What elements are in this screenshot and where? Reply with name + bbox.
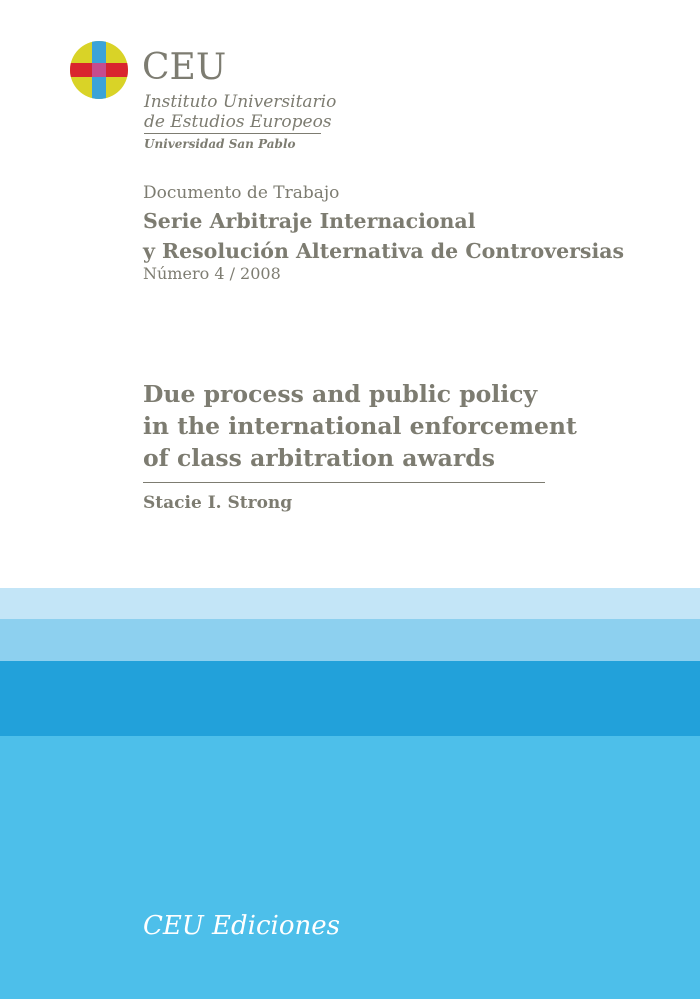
institute-line: de Estudios Europeos [144, 112, 332, 132]
color-band [0, 619, 700, 661]
university-name: Universidad San Pablo [144, 137, 296, 151]
series-title-line: Serie Arbitraje Internacional [143, 209, 476, 233]
ceu-cross-emblem-icon [70, 41, 128, 99]
author-name: Stacie I. Strong [143, 493, 293, 513]
series-number: Número 4 / 2008 [143, 264, 281, 283]
document-title-line: in the international enforcement [143, 412, 577, 440]
document-title-line: of class arbitration awards [143, 444, 495, 472]
color-band [0, 661, 700, 736]
color-band [0, 736, 700, 999]
document-title [143, 378, 577, 474]
document-type: Documento de Trabajo [143, 183, 340, 203]
series-title-line: y Resolución Alternativa de Controversias [143, 239, 625, 263]
institute-name [144, 92, 336, 132]
logo-wordmark: CEU [142, 47, 227, 88]
publisher-name: CEU Ediciones [143, 911, 340, 941]
logo-divider [144, 133, 321, 134]
document-title-line: Due process and public policy [143, 380, 538, 408]
series-title [143, 206, 624, 266]
institute-line: Instituto Universitario [144, 92, 337, 112]
color-band [0, 588, 700, 619]
title-divider [143, 482, 545, 483]
